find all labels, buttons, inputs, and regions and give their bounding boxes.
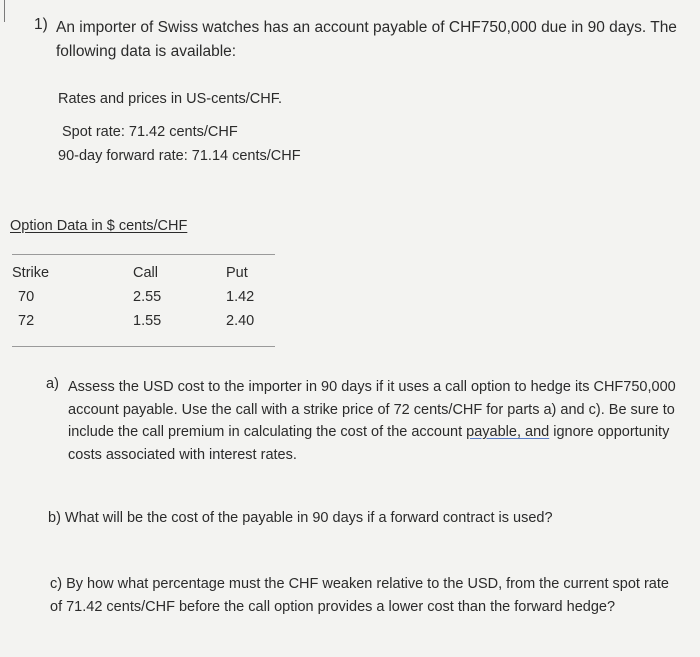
call-cell: 2.55: [133, 289, 162, 305]
part-a-text-start: Assess the USD cost to the importer in 90 days if it uses a call option to hedge its CHF750,000 account payable. Use the call with a strike price of 72 cents/CHF for parts a) and c). Be sure to include the call premium in calculating the cost of the account: [68, 379, 676, 440]
part-c-text: c) By how what percentage must the CHF weaken relative to the USD, from the current spot rate of 71.42 cents/CHF before the call option provides a lower cost than the forward hedge?: [50, 576, 669, 615]
call-column: [133, 261, 161, 333]
put-header: Put: [226, 265, 248, 281]
table-bottom-rule: [12, 346, 275, 347]
rates-heading: Rates and prices in US-cents/CHF.: [58, 91, 283, 107]
option-data-title: Option Data in $ cents/CHF: [10, 218, 188, 234]
part-a-link[interactable]: payable, and: [466, 424, 550, 440]
page-edge-line: [4, 0, 5, 22]
part-b-text: b) What will be the cost of the payable in 90 days if a forward contract is used?: [48, 510, 553, 526]
strike-header: Strike: [12, 265, 50, 281]
part-a-label: a): [46, 376, 59, 392]
strike-cell: 72: [18, 313, 35, 329]
strike-column: [12, 261, 49, 333]
call-cell: 1.55: [133, 313, 162, 329]
call-header: Call: [133, 265, 158, 281]
put-cell: 1.42: [226, 289, 255, 305]
part-a-text: [68, 376, 688, 466]
table-top-rule: [12, 254, 275, 255]
question-number: 1): [34, 16, 48, 33]
spot-rate: Spot rate: 71.42 cents/CHF: [62, 124, 238, 140]
part-a-text-end: ignore opportunity costs associated with interest rates.: [68, 424, 670, 463]
put-cell: 2.40: [226, 313, 255, 329]
strike-cell: 70: [18, 289, 35, 305]
question-intro: An importer of Swiss watches has an account payable of CHF750,000 due in 90 days. The following data is available:: [56, 19, 677, 60]
forward-rate: 90-day forward rate: 71.14 cents/CHF: [58, 148, 301, 164]
put-column: [226, 261, 254, 333]
